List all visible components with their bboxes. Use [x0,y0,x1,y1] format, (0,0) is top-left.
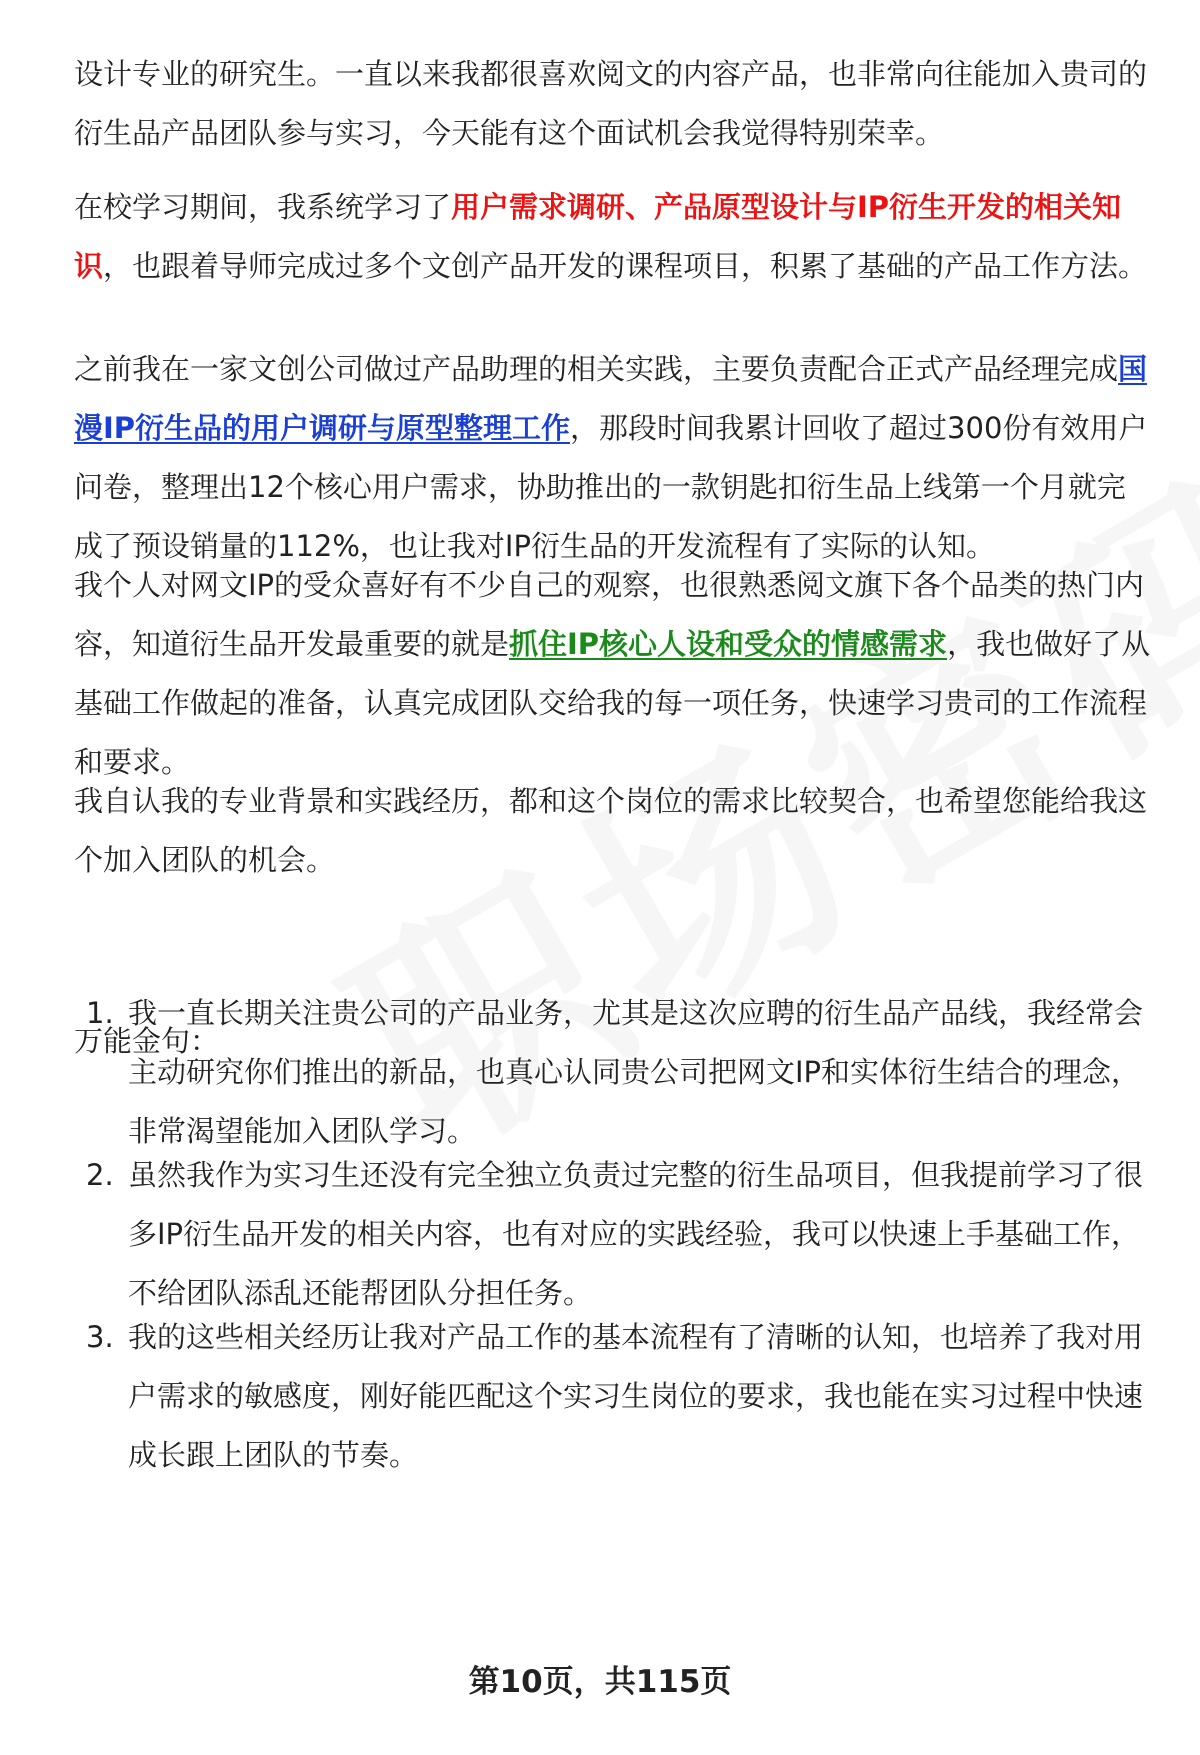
paragraph-experience-text-before: 之前我在一家文创公司做过产品助理的相关实践，主要负责配合正式产品经理完成 [74,352,1119,386]
highlight-core-insight: 抓住IP核心人设和受众的情感需求 [509,627,948,661]
paragraph-study [74,178,1154,296]
paragraph-experience-text-after: ，那段时间我累计回收了超过300份有效用户问卷，整理出12个核心用户需求，协助推出的一款钥匙扣衍生品上线第一个月就完成了预设销量的112%，也让我对IP衍生品的开发流程有了实际的认知。 [74,411,1148,563]
paragraph-intro [74,45,1154,163]
list-item-text: 我的这些相关经历让我对产品工作的基本流程有了清晰的认知，也培养了我对用户需求的敏感度，刚好能匹配这个实习生岗位的要求，我也能在实习过程中快速成长跟上团队的节奏。 [128,1320,1144,1472]
paragraph-intro-text: 设计专业的研究生。一直以来我都很喜欢阅文的内容产品，也非常向往能加入贵司的衍生品产品团队参与实习，今天能有这个面试机会我觉得特别荣幸。 [74,57,1148,150]
page-number-footer: 第10页，共115页 [468,1664,732,1700]
paragraph-study-text-after: ，也跟着导师完成过多个文创产品开发的课程项目，积累了基础的产品工作方法。 [103,249,1148,283]
list-item-number: 2. [86,1158,114,1192]
golden-sentences-label: 万能金句： [74,1024,220,1058]
list-item-text: 我一直长期关注贵公司的产品业务，尤其是这次应聘的衍生品产品线，我经常会主动研究你们推出的新品，也真心认同贵公司把网文IP和实体衍生结合的理念，非常渴望能加入团队学习。 [128,996,1144,1148]
list-item-number: 3. [86,1320,114,1354]
highlight-experience-work: 国漫IP衍生品的用户调研与原型整理工作 [74,352,1148,445]
paragraph-observation [74,556,1154,792]
paragraph-conclusion [74,772,1154,890]
list-item-number: 1. [86,996,114,1030]
paragraph-observation-text-after: ，我也做好了从基础工作做起的准备，认真完成团队交给我的每一项任务，快速学习贵司的工作流程和要求。 [74,627,1151,779]
paragraph-conclusion-text: 我自认我的专业背景和实践经历，都和这个岗位的需求比较契合，也希望您能给我这个加入团队的机会。 [74,784,1148,877]
highlight-study-knowledge: 用户需求调研、产品原型设计与IP衍生开发的相关知识 [74,190,1122,283]
paragraph-experience [74,340,1154,576]
paragraph-study-text-before: 在校学习期间，我系统学习了 [74,190,452,224]
list-item-text: 虽然我作为实习生还没有完全独立负责过完整的衍生品项目，但我提前学习了很多IP衍生品开发的相关内容，也有对应的实践经验，我可以快速上手基础工作，不给团队添乱还能帮团队分担任务。 [128,1158,1144,1310]
paragraph-observation-text-before: 我个人对网文IP的受众喜好有不少自己的观察，也很熟悉阅文旗下各个品类的热门内容，知道衍生品开发最重要的就是 [74,568,1145,661]
